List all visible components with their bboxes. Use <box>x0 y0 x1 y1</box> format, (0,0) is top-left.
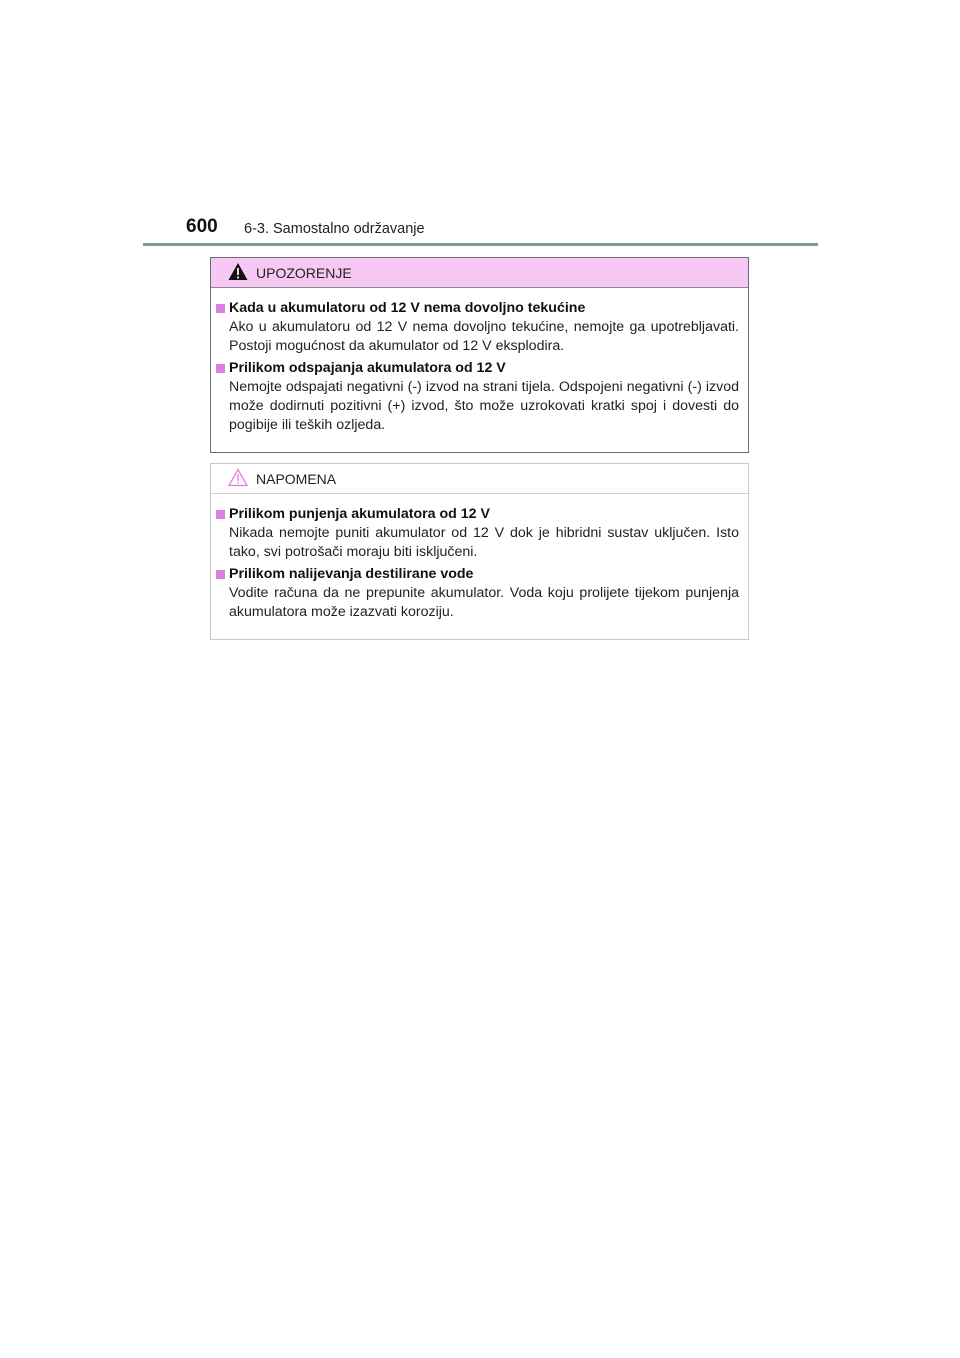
warning-item-heading <box>216 359 739 378</box>
page-number: 600 <box>186 216 218 237</box>
warning-item-title: Prilikom odspajanja akumulatora od 12 V <box>229 360 506 376</box>
warning-triangle-filled-icon <box>228 262 248 281</box>
bullet-square-icon <box>216 570 225 579</box>
warning-item-text: Nemojte odspajati negativni (-) izvod na strani tijela. Odspojeni negativni (-) izvod može dodirnuti pozitivni (+) izvod, što može uzrokovati kratki spoj i dovesti do pogibije ili teških ozljeda. <box>229 379 739 433</box>
notice-title: NAPOMENA <box>256 471 337 487</box>
notice-item <box>216 565 739 622</box>
warning-item-text: Ako u akumulatoru od 12 V nema dovoljno tekućine, nemojte ga upotrebljavati. Postoji mogućnost da akumulator od 12 V eksplodira. <box>229 319 739 354</box>
warning-item-title: Kada u akumulatoru od 12 V nema dovoljno tekućine <box>229 300 586 316</box>
warning-item <box>216 299 739 356</box>
notice-item-text: Vodite računa da ne prepunite akumulator. Voda koju prolijete tijekom punjenja akumulatora može izazvati koroziju. <box>229 585 739 620</box>
bullet-square-icon <box>216 364 225 373</box>
notice-box <box>210 463 749 640</box>
notice-item-title: Prilikom nalijevanja destilirane vode <box>229 566 474 582</box>
warning-item-heading <box>216 299 739 318</box>
header-rule <box>143 243 818 246</box>
notice-item <box>216 505 739 562</box>
notice-body <box>211 494 748 622</box>
warning-body <box>211 288 748 435</box>
notice-item-text: Nikada nemojte puniti akumulator od 12 V dok je hibridni sustav uključen. Isto tako, svi potrošači moraju biti isključeni. <box>229 525 739 560</box>
warning-header <box>211 258 748 288</box>
warning-box <box>210 257 749 453</box>
caution-triangle-outline-icon <box>228 468 248 487</box>
bullet-square-icon <box>216 304 225 313</box>
notice-header <box>211 464 748 494</box>
warning-item <box>216 359 739 435</box>
notice-item-title: Prilikom punjenja akumulatora od 12 V <box>229 506 490 522</box>
notice-item-heading <box>216 505 739 524</box>
section-title: 6-3. Samostalno održavanje <box>244 221 425 237</box>
notice-item-heading <box>216 565 739 584</box>
bullet-square-icon <box>216 510 225 519</box>
warning-title: UPOZORENJE <box>256 265 352 281</box>
